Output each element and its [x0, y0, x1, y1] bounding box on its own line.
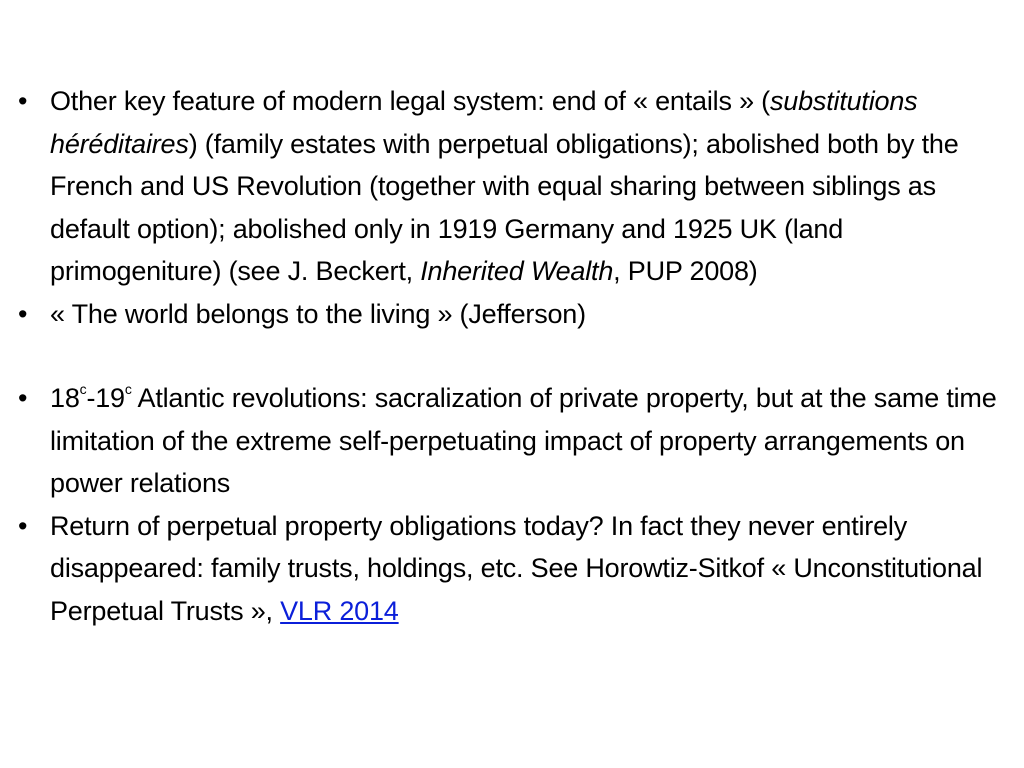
vlr-2014-link[interactable]: VLR 2014: [280, 595, 399, 626]
text-run: , PUP 2008): [613, 256, 758, 286]
superscript: c: [124, 381, 132, 397]
bullet-dot: •: [18, 86, 28, 116]
text-run: -19: [86, 383, 125, 413]
bullet-item-perpetual-obligations: [18, 505, 1013, 633]
bullet-item-atlantic-revolutions: [18, 377, 1013, 505]
bullet-text: [50, 86, 959, 286]
bullet-list: [18, 80, 1013, 632]
text-run: Return of perpetual property obligations today? In fact they never entirely disappeared: family trusts, holdings, etc. See Horowtiz-Sitkof « Unconstitutional Perpetual Trusts »,: [50, 510, 983, 626]
text-run: ) (family estates with perpetual obligations); abolished both by the French and US Revolution (together with equal sharing between siblings as default option); abolished only in 1919 Germany and 1925 UK (land primogeniture) (see J. Beckert,: [50, 128, 959, 286]
text-run: Atlantic revolutions: sacralization of private property, but at the same time limitation of the extreme self-perpetuating impact of property arrangements on power relations: [50, 383, 997, 498]
text-run: 18: [50, 383, 80, 413]
text-run-italic: substitutions héréditaires: [50, 86, 918, 159]
bullet-item-jefferson: [18, 293, 1013, 336]
bullet-dot: •: [18, 510, 28, 541]
bullet-text: « The world belongs to the living » (Jefferson): [50, 298, 586, 329]
bullet-dot: •: [18, 298, 28, 329]
bullet-text: [50, 383, 997, 498]
text-run: Other key feature of modern legal system: end of « entails » (: [50, 86, 770, 116]
superscript: c: [79, 381, 87, 397]
bullet-dot: •: [18, 383, 28, 413]
text-run-italic: Inherited Wealth: [420, 256, 614, 286]
bullet-text: [50, 511, 982, 626]
bullet-item-entails: [18, 80, 1013, 293]
spacer: [18, 335, 1013, 377]
